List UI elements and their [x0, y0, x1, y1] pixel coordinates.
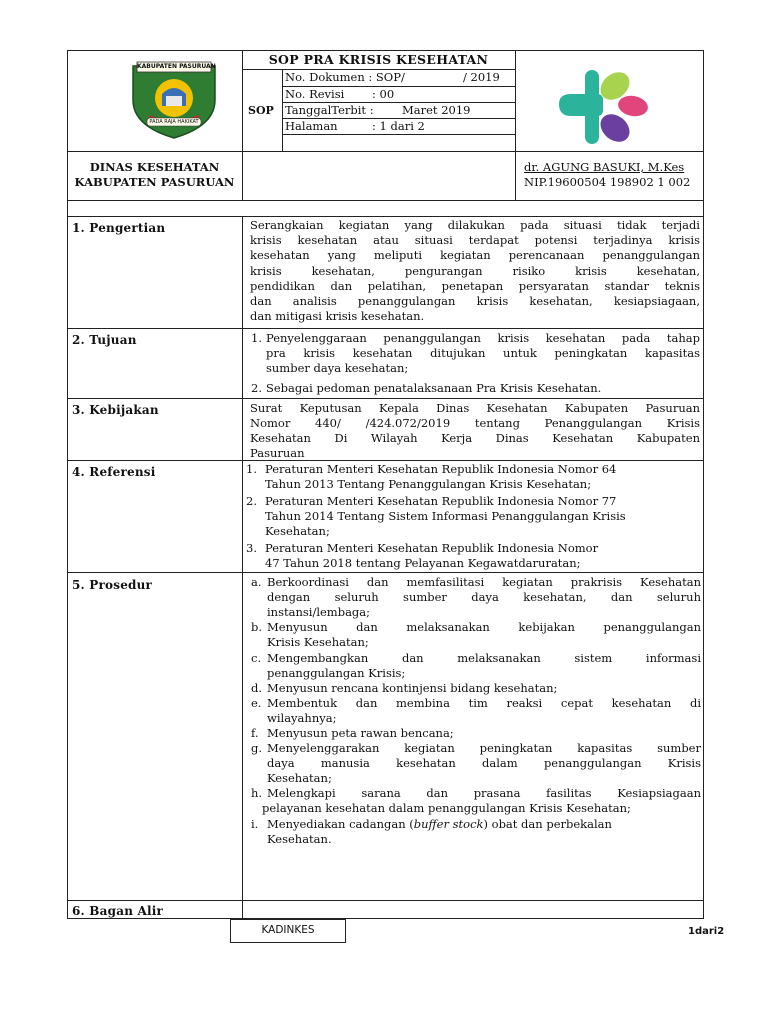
agency-region: KABUPATEN PASURUAN — [74, 175, 235, 189]
doc-number-label: No. Dokumen : SOP/ — [285, 70, 405, 84]
signer-nip: NIP.19600504 198902 1 002 — [524, 175, 691, 189]
section-label-pengertian: 1. Pengertian — [72, 221, 166, 235]
kemenkes-logo — [557, 66, 652, 148]
sop-page: KABUPATEN PASURUAN PADA RAJA HAKIKAT SOP PRA KRISIS KESEHATAN SOP No. Dokumen : SOP/ / 2019 No. Revisi : 00 TanggalTerbit : Maret 2019 Halaman : 1 dari 2 DINAS KESEHATAN KABUPATEN PASURUAN dr. AGUNG BASUKI, M.Kes NIP.19600504 198902 1 002 1. Pengertian Serangkaian kegiatan yang dilakukan pada situasi tidak terjadi krisis kesehatan atau situasi terdapat potensi terjadinya krisis kesehatan yang meliputi kegiatan perencanaan penanggulangan krisis kesehatan, pengurangan risiko krisis kesehatan, pendidikan dan pelatihan, penetapan persyaratan standar teknis dan analisis penanggulangan krisis kesehatan, kesiapsiagaan, dan mitigasi krisis kesehatan. 2. Tujuan 1. Penyelenggaraan penanggulangan krisis kesehatan pada tahap pra krisis kesehatan ditujukan untuk peningkatan kapasitas sumber daya kesehatan; 2. Sebagai pedoman penatalaksanaan Pra Krisis Kesehatan. 3. Kebijakan Surat Keputusan Kepala Dinas Kesehatan Kabupaten Pasuruan Nomor 440/ /424.072/2019 tentang Penanggulangan Krisis Kesehatan Di Wilayah Kerja Dinas Kesehatan Kabupaten Pasuruan 4. Referensi 1. Peraturan Menteri Kesehatan Republik Indonesia Nomor 64 Tahun 2013 Tentang Penanggulangan Krisis Kesehatan; 2. Peraturan Menteri Kesehatan Republik Indonesia Nomor 77 Tahun 2014 Tentang Sistem Informasi Penanggulangan Krisis Kesehatan; 3. Peraturan Menteri Kesehatan Republik Indonesia Nomor 47 Tahun 2018 tentang Pelayanan Kegawatdaruratan; 5. Prosedur a. Berkoordinasi dan memfasilitasi kegiatan prakrisis Kesehatan dengan seluruh sumber daya kesehatan, dan seluruh instansi/lembaga; b. Menyusun dan melaksanakan kebijakan penanggulangan Krisis Kesehatan; c. Mengembangkan dan melaksanakan sistem informasi penanggulangan Krisis; d. Menyusun rencana kontinjensi bidang kesehatan; e. Membentuk dan membina tim reaksi cepat kesehatan di wilayahnya; f. Menyusun peta rawan bencana; g. Menyelenggarakan kegiatan peningkatan kapasitas sumber daya manusia kesehatan dalam penanggulangan Krisis Kesehatan; h. Melengkapi sarana dan prasana fasilitas Kesiapsiagaan pelayanan kesehatan dalam penanggulangan Krisis Kesehatan; i. Menyediakan cadangan (buffer stock) obat dan perbekalan Kesehatan. 6. Bagan Alir KADINKES 1dari2 — [0, 0, 768, 1024]
agency-name: DINAS KESEHATAN — [89, 160, 220, 174]
section-label-bagan-alir: 6. Bagan Alir — [72, 904, 164, 918]
page-number-label: Halaman — [285, 119, 338, 133]
section-label-tujuan: 2. Tujuan — [72, 333, 137, 347]
logo-ribbon-text: PADA RAJA HAKIKAT — [149, 119, 199, 125]
doc-number-value: / 2019 — [463, 70, 500, 84]
sop-label: SOP — [248, 104, 274, 117]
kabupaten-logo — [129, 60, 219, 140]
revision-value: : 00 — [372, 87, 395, 101]
logo-banner-text: KABUPATEN PASURUAN — [137, 63, 216, 70]
section-label-prosedur: 5. Prosedur — [72, 578, 153, 592]
page-number-value: : 1 dari 2 — [372, 119, 425, 133]
section-label-referensi: 4. Referensi — [72, 465, 156, 479]
kadinkes-label: KADINKES — [261, 924, 315, 936]
revision-label: No. Revisi — [285, 87, 345, 101]
page-indicator: 1dari2 — [688, 926, 725, 937]
page-title: SOP PRA KRISIS KESEHATAN — [268, 52, 489, 67]
signer-name: dr. AGUNG BASUKI, M.Kes — [524, 160, 685, 174]
section-label-kebijakan: 3. Kebijakan — [72, 403, 159, 417]
issue-date-label: TanggalTerbit : — [285, 103, 374, 117]
issue-date-value: Maret 2019 — [402, 103, 471, 117]
